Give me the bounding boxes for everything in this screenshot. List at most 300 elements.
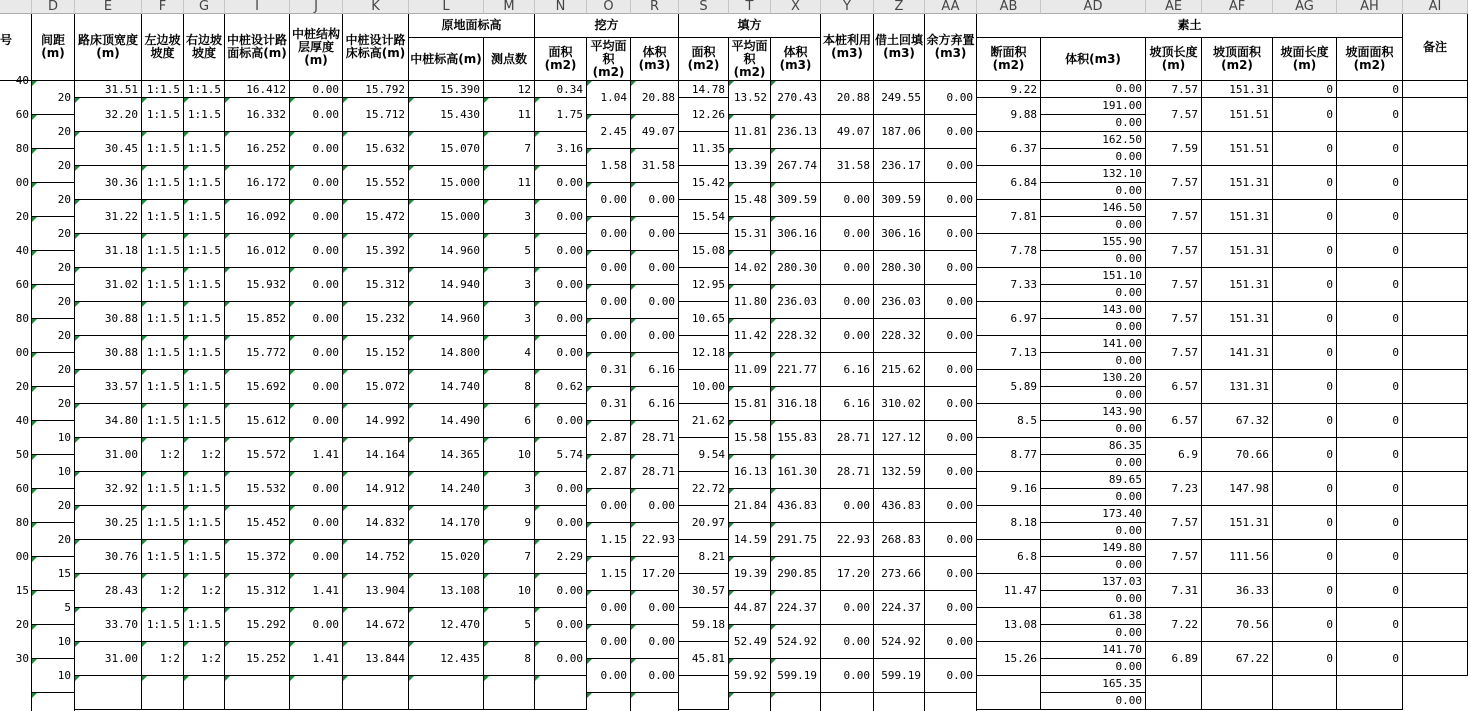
data-cell-aa[interactable]: 0.00 xyxy=(925,489,977,523)
data-cell-k[interactable]: 14.832 xyxy=(343,506,409,540)
data-cell-t[interactable]: 15.31 xyxy=(729,217,771,251)
data-cell-f[interactable]: 1:2 xyxy=(142,642,184,676)
data-cell-r[interactable]: 0.00 xyxy=(631,319,679,353)
data-cell-k[interactable]: 15.392 xyxy=(343,234,409,268)
data-cell-g[interactable]: 1:1.5 xyxy=(184,81,225,98)
data-cell-ae[interactable]: 7.57 xyxy=(1146,200,1202,234)
data-cell-ah[interactable]: 0 xyxy=(1337,608,1403,642)
data-cell-g[interactable]: 1:1.5 xyxy=(184,132,225,166)
data-cell-g[interactable]: 1:2 xyxy=(184,574,225,608)
data-cell-s[interactable]: 22.72 xyxy=(679,472,729,506)
data-cell-d[interactable]: 20 xyxy=(32,251,75,285)
data-cell-y[interactable]: 49.07 xyxy=(821,115,874,149)
data-cell-n[interactable]: 0.62 xyxy=(535,370,587,404)
data-cell-l[interactable]: 14.240 xyxy=(409,472,484,506)
data-cell-x[interactable]: 270.43 xyxy=(771,81,821,115)
data-cell-i[interactable]: 15.372 xyxy=(225,540,290,574)
data-cell-k[interactable]: 15.152 xyxy=(343,336,409,370)
data-cell-r[interactable]: 31.58 xyxy=(631,149,679,183)
data-cell-i[interactable]: 15.932 xyxy=(225,268,290,302)
remark-cell[interactable] xyxy=(1403,540,1468,574)
data-cell-j[interactable]: 0.00 xyxy=(290,506,343,540)
data-cell-m[interactable]: 7 xyxy=(484,540,535,574)
data-cell-af[interactable]: 151.31 xyxy=(1202,302,1273,336)
data-cell-n[interactable]: 0.00 xyxy=(535,268,587,302)
data-cell-r[interactable]: 20.88 xyxy=(631,81,679,115)
data-cell-z[interactable]: 236.03 xyxy=(874,285,925,319)
data-cell-aa[interactable]: 0.00 xyxy=(925,183,977,217)
data-cell-l[interactable]: 15.020 xyxy=(409,540,484,574)
data-cell-y[interactable]: 28.71 xyxy=(821,455,874,489)
data-cell-r[interactable]: 28.71 xyxy=(631,421,679,455)
data-cell-e[interactable]: 30.45 xyxy=(75,132,142,166)
data-cell-ah[interactable]: 0 xyxy=(1337,540,1403,574)
data-cell-j[interactable]: 0.00 xyxy=(290,540,343,574)
data-cell-d[interactable]: 20 xyxy=(32,319,75,353)
data-cell-g[interactable]: 1:1.5 xyxy=(184,506,225,540)
data-cell-l[interactable]: 14.740 xyxy=(409,370,484,404)
data-cell-d[interactable]: 20 xyxy=(32,183,75,217)
data-cell-af[interactable]: 111.56 xyxy=(1202,540,1273,574)
data-cell-r[interactable]: 28.71 xyxy=(631,455,679,489)
data-cell-d[interactable]: 20 xyxy=(32,387,75,421)
soil-volume-top-cell[interactable]: 0.00 xyxy=(1041,591,1146,608)
data-cell-aa[interactable]: 0.00 xyxy=(925,387,977,421)
data-cell-l[interactable]: 14.960 xyxy=(409,234,484,268)
data-cell-g[interactable]: 1:2 xyxy=(184,438,225,472)
data-cell-z[interactable]: 187.06 xyxy=(874,115,925,149)
data-cell-af[interactable]: 151.31 xyxy=(1202,166,1273,200)
data-cell-l[interactable]: 14.800 xyxy=(409,336,484,370)
data-cell-d[interactable]: 10 xyxy=(32,455,75,489)
data-cell-aa[interactable]: 0.00 xyxy=(925,149,977,183)
data-cell-i[interactable]: 15.252 xyxy=(225,642,290,676)
data-cell-ae[interactable]: 7.23 xyxy=(1146,472,1202,506)
data-cell-i[interactable]: 15.852 xyxy=(225,302,290,336)
data-cell-af[interactable]: 70.66 xyxy=(1202,438,1273,472)
data-cell-x[interactable]: 436.83 xyxy=(771,489,821,523)
remark-cell[interactable] xyxy=(1403,472,1468,506)
data-cell-y[interactable]: 0.00 xyxy=(821,217,874,251)
data-cell-af[interactable]: 151.31 xyxy=(1202,200,1273,234)
data-cell-ag[interactable]: 0 xyxy=(1273,81,1337,98)
data-cell-aa[interactable]: 0.00 xyxy=(925,557,977,591)
data-cell-ab[interactable] xyxy=(977,676,1041,710)
data-cell-t[interactable]: 13.39 xyxy=(729,149,771,183)
data-cell-i[interactable]: 15.292 xyxy=(225,608,290,642)
data-cell-f[interactable]: 1:2 xyxy=(142,574,184,608)
data-cell-o[interactable]: 0.00 xyxy=(587,659,631,693)
remark-cell[interactable] xyxy=(1403,404,1468,438)
data-cell-o[interactable]: 0.31 xyxy=(587,387,631,421)
data-cell-e[interactable]: 31.51 xyxy=(75,81,142,98)
data-cell-aa[interactable]: 0.00 xyxy=(925,523,977,557)
data-cell-ag[interactable]: 0 xyxy=(1273,132,1337,166)
data-cell-f[interactable]: 1:1.5 xyxy=(142,234,184,268)
data-cell-y[interactable] xyxy=(821,693,874,711)
data-cell-ae[interactable]: 7.57 xyxy=(1146,540,1202,574)
column-header-ai[interactable]: AI xyxy=(1403,0,1468,14)
data-cell-aa[interactable]: 0.00 xyxy=(925,455,977,489)
data-cell-ag[interactable]: 0 xyxy=(1273,506,1337,540)
data-cell-g[interactable]: 1:1.5 xyxy=(184,370,225,404)
data-cell-ag[interactable]: 0 xyxy=(1273,234,1337,268)
data-cell-e[interactable]: 30.25 xyxy=(75,506,142,540)
data-cell-l[interactable]: 12.470 xyxy=(409,608,484,642)
data-cell-m[interactable]: 9 xyxy=(484,506,535,540)
remark-cell[interactable] xyxy=(1403,81,1468,98)
data-cell-ag[interactable]: 0 xyxy=(1273,98,1337,132)
data-cell-f[interactable]: 1:1.5 xyxy=(142,98,184,132)
data-cell-f[interactable]: 1:1.5 xyxy=(142,370,184,404)
data-cell-af[interactable]: 151.31 xyxy=(1202,268,1273,302)
data-cell-k[interactable]: 15.072 xyxy=(343,370,409,404)
data-cell-ab[interactable]: 7.33 xyxy=(977,268,1041,302)
remark-cell[interactable] xyxy=(1403,370,1468,404)
remark-cell[interactable] xyxy=(1403,336,1468,370)
data-cell-s[interactable]: 12.95 xyxy=(679,268,729,302)
column-header-g[interactable]: G xyxy=(184,0,225,14)
data-cell-d[interactable]: 10 xyxy=(32,421,75,455)
soil-volume-top-cell[interactable]: 0.00 xyxy=(1041,149,1146,166)
data-cell-l[interactable]: 15.430 xyxy=(409,98,484,132)
data-cell-r[interactable]: 0.00 xyxy=(631,625,679,659)
column-header-s[interactable]: S xyxy=(679,0,729,14)
data-cell-f[interactable]: 1:1.5 xyxy=(142,132,184,166)
data-cell-s[interactable]: 11.35 xyxy=(679,132,729,166)
data-cell-n[interactable]: 0.34 xyxy=(535,81,587,98)
data-cell-j[interactable]: 0.00 xyxy=(290,98,343,132)
column-header-j[interactable]: J xyxy=(290,0,343,14)
data-cell-aa[interactable]: 0.00 xyxy=(925,217,977,251)
data-cell-ab[interactable]: 6.84 xyxy=(977,166,1041,200)
data-cell-af[interactable]: 67.32 xyxy=(1202,404,1273,438)
data-cell-s[interactable]: 30.57 xyxy=(679,574,729,608)
data-cell-ab[interactable]: 8.18 xyxy=(977,506,1041,540)
soil-volume-top-cell[interactable]: 0.00 xyxy=(1041,693,1146,710)
data-cell-aa[interactable]: 0.00 xyxy=(925,421,977,455)
data-cell-r[interactable]: 22.93 xyxy=(631,523,679,557)
data-cell-ag[interactable]: 0 xyxy=(1273,642,1337,676)
data-cell-n[interactable]: 5.74 xyxy=(535,438,587,472)
data-cell-s[interactable]: 8.21 xyxy=(679,540,729,574)
data-cell-ae[interactable]: 7.31 xyxy=(1146,574,1202,608)
data-cell-d[interactable]: 20 xyxy=(32,115,75,149)
data-cell-z[interactable] xyxy=(874,693,925,711)
data-cell-ae[interactable]: 6.9 xyxy=(1146,438,1202,472)
data-cell-i[interactable]: 15.452 xyxy=(225,506,290,540)
data-cell-z[interactable]: 132.59 xyxy=(874,455,925,489)
soil-volume-cell[interactable]: 89.65 xyxy=(1041,472,1146,489)
data-cell-s[interactable]: 45.81 xyxy=(679,642,729,676)
data-cell-r[interactable]: 0.00 xyxy=(631,489,679,523)
data-cell-t[interactable]: 11.42 xyxy=(729,319,771,353)
data-cell-k[interactable]: 14.164 xyxy=(343,438,409,472)
data-cell-n[interactable]: 2.29 xyxy=(535,540,587,574)
remark-cell[interactable] xyxy=(1403,642,1468,676)
data-cell-y[interactable]: 28.71 xyxy=(821,421,874,455)
data-cell-r[interactable]: 0.00 xyxy=(631,183,679,217)
data-cell-n[interactable]: 0.00 xyxy=(535,200,587,234)
data-cell-x[interactable]: 309.59 xyxy=(771,183,821,217)
data-cell-e[interactable]: 31.18 xyxy=(75,234,142,268)
data-cell-z[interactable]: 436.83 xyxy=(874,489,925,523)
remark-cell[interactable] xyxy=(1403,98,1468,132)
data-cell-k[interactable]: 14.912 xyxy=(343,472,409,506)
data-cell-f[interactable]: 1:1.5 xyxy=(142,540,184,574)
data-cell-g[interactable]: 1:1.5 xyxy=(184,404,225,438)
data-cell-f[interactable]: 1:1.5 xyxy=(142,81,184,98)
data-cell-af[interactable]: 131.31 xyxy=(1202,370,1273,404)
data-cell-n[interactable]: 0.00 xyxy=(535,336,587,370)
column-header-f[interactable]: F xyxy=(142,0,184,14)
data-cell-l[interactable]: 13.108 xyxy=(409,574,484,608)
data-cell-n[interactable] xyxy=(535,676,587,710)
data-cell-m[interactable]: 3 xyxy=(484,200,535,234)
data-cell-g[interactable]: 1:1.5 xyxy=(184,336,225,370)
data-cell-o[interactable]: 0.00 xyxy=(587,591,631,625)
data-cell-af[interactable]: 151.31 xyxy=(1202,506,1273,540)
data-cell-n[interactable]: 3.16 xyxy=(535,132,587,166)
data-cell-ae[interactable]: 7.57 xyxy=(1146,81,1202,98)
data-cell-ae[interactable]: 7.57 xyxy=(1146,506,1202,540)
soil-volume-cell[interactable]: 141.00 xyxy=(1041,336,1146,353)
data-cell-m[interactable]: 6 xyxy=(484,404,535,438)
data-cell-y[interactable]: 6.16 xyxy=(821,353,874,387)
data-cell-i[interactable]: 16.092 xyxy=(225,200,290,234)
data-cell-ab[interactable]: 7.13 xyxy=(977,336,1041,370)
data-cell-e[interactable]: 31.02 xyxy=(75,268,142,302)
data-cell-m[interactable]: 8 xyxy=(484,642,535,676)
data-cell-m[interactable]: 3 xyxy=(484,472,535,506)
data-cell-t[interactable]: 52.49 xyxy=(729,625,771,659)
soil-volume-top-cell[interactable]: 0.00 xyxy=(1041,523,1146,540)
data-cell-t[interactable]: 19.39 xyxy=(729,557,771,591)
data-cell-x[interactable]: 228.32 xyxy=(771,319,821,353)
data-cell-af[interactable]: 147.98 xyxy=(1202,472,1273,506)
column-header-i[interactable]: I xyxy=(225,0,290,14)
data-cell-z[interactable]: 228.32 xyxy=(874,319,925,353)
data-cell-af[interactable]: 70.56 xyxy=(1202,608,1273,642)
data-cell-ae[interactable]: 6.57 xyxy=(1146,404,1202,438)
soil-volume-cell[interactable]: 61.38 xyxy=(1041,608,1146,625)
data-cell-ab[interactable]: 11.47 xyxy=(977,574,1041,608)
data-cell-j[interactable]: 0.00 xyxy=(290,370,343,404)
data-cell-ae[interactable]: 7.57 xyxy=(1146,234,1202,268)
data-cell-z[interactable]: 310.02 xyxy=(874,387,925,421)
data-cell-m[interactable]: 4 xyxy=(484,336,535,370)
data-cell-t[interactable] xyxy=(729,693,771,711)
data-cell-s[interactable]: 15.42 xyxy=(679,166,729,200)
data-cell-s[interactable] xyxy=(679,676,729,710)
remark-cell[interactable] xyxy=(1403,166,1468,200)
data-cell-ag[interactable]: 0 xyxy=(1273,574,1337,608)
data-cell-j[interactable]: 0.00 xyxy=(290,472,343,506)
data-cell-ah[interactable]: 0 xyxy=(1337,81,1403,98)
data-cell-y[interactable]: 0.00 xyxy=(821,625,874,659)
data-cell-f[interactable]: 1:1.5 xyxy=(142,608,184,642)
data-cell-aa[interactable] xyxy=(925,693,977,711)
data-cell-e[interactable]: 32.92 xyxy=(75,472,142,506)
data-cell-o[interactable]: 0.00 xyxy=(587,625,631,659)
data-cell-g[interactable]: 1:1.5 xyxy=(184,166,225,200)
data-cell-z[interactable]: 524.92 xyxy=(874,625,925,659)
data-cell-ab[interactable]: 9.88 xyxy=(977,98,1041,132)
data-cell-o[interactable]: 0.00 xyxy=(587,183,631,217)
data-cell-d[interactable] xyxy=(32,693,75,711)
data-cell-ae[interactable]: 7.57 xyxy=(1146,302,1202,336)
data-cell-n[interactable]: 0.00 xyxy=(535,234,587,268)
data-cell-s[interactable]: 9.54 xyxy=(679,438,729,472)
data-cell-n[interactable]: 0.00 xyxy=(535,472,587,506)
data-cell-ab[interactable]: 7.81 xyxy=(977,200,1041,234)
data-cell-ah[interactable]: 0 xyxy=(1337,166,1403,200)
column-header-d[interactable]: D xyxy=(32,0,75,14)
data-cell-aa[interactable]: 0.00 xyxy=(925,353,977,387)
data-cell-o[interactable]: 0.00 xyxy=(587,251,631,285)
column-header-m[interactable]: M xyxy=(484,0,535,14)
data-cell-i[interactable]: 15.612 xyxy=(225,404,290,438)
data-cell-e[interactable]: 34.80 xyxy=(75,404,142,438)
data-cell-z[interactable]: 306.16 xyxy=(874,217,925,251)
data-cell-t[interactable]: 21.84 xyxy=(729,489,771,523)
data-cell-l[interactable]: 14.490 xyxy=(409,404,484,438)
data-cell-o[interactable]: 1.15 xyxy=(587,557,631,591)
data-cell-t[interactable]: 11.80 xyxy=(729,285,771,319)
data-cell-aa[interactable]: 0.00 xyxy=(925,115,977,149)
data-cell-t[interactable]: 16.13 xyxy=(729,455,771,489)
data-cell-z[interactable]: 309.59 xyxy=(874,183,925,217)
data-cell-i[interactable] xyxy=(225,676,290,710)
data-cell-m[interactable]: 3 xyxy=(484,302,535,336)
remark-cell[interactable] xyxy=(1403,132,1468,166)
data-cell-r[interactable]: 0.00 xyxy=(631,591,679,625)
data-cell-j[interactable]: 0.00 xyxy=(290,200,343,234)
data-cell-m[interactable]: 10 xyxy=(484,574,535,608)
data-cell-r[interactable]: 17.20 xyxy=(631,557,679,591)
data-cell-x[interactable]: 155.83 xyxy=(771,421,821,455)
data-cell-l[interactable]: 14.365 xyxy=(409,438,484,472)
data-cell-ab[interactable]: 6.97 xyxy=(977,302,1041,336)
data-cell-d[interactable]: 10 xyxy=(32,659,75,693)
data-cell-ab[interactable]: 6.37 xyxy=(977,132,1041,166)
data-cell-ah[interactable]: 0 xyxy=(1337,574,1403,608)
data-cell-ae[interactable]: 7.57 xyxy=(1146,336,1202,370)
data-cell-ab[interactable]: 9.22 xyxy=(977,81,1041,98)
data-cell-z[interactable]: 236.17 xyxy=(874,149,925,183)
data-cell-d[interactable]: 10 xyxy=(32,625,75,659)
data-cell-o[interactable] xyxy=(587,693,631,711)
data-cell-s[interactable]: 10.00 xyxy=(679,370,729,404)
data-cell-d[interactable]: 15 xyxy=(32,557,75,591)
data-cell-o[interactable]: 2.87 xyxy=(587,455,631,489)
data-cell-aa[interactable]: 0.00 xyxy=(925,591,977,625)
soil-volume-top-cell[interactable]: 0.00 xyxy=(1041,319,1146,336)
data-cell-r[interactable]: 0.00 xyxy=(631,285,679,319)
data-cell-r[interactable]: 0.00 xyxy=(631,251,679,285)
data-cell-m[interactable]: 11 xyxy=(484,98,535,132)
data-cell-n[interactable]: 1.75 xyxy=(535,98,587,132)
soil-volume-cell[interactable]: 146.50 xyxy=(1041,200,1146,217)
data-cell-y[interactable]: 6.16 xyxy=(821,387,874,421)
data-cell-ag[interactable]: 0 xyxy=(1273,608,1337,642)
column-header-ae[interactable]: AE xyxy=(1146,0,1202,14)
data-cell-ab[interactable]: 8.77 xyxy=(977,438,1041,472)
data-cell-x[interactable]: 290.85 xyxy=(771,557,821,591)
column-header-t[interactable]: T xyxy=(729,0,771,14)
data-cell-ab[interactable]: 15.26 xyxy=(977,642,1041,676)
data-cell-ab[interactable]: 9.16 xyxy=(977,472,1041,506)
data-cell-f[interactable]: 1:1.5 xyxy=(142,336,184,370)
data-cell-o[interactable]: 0.00 xyxy=(587,489,631,523)
data-cell-k[interactable]: 13.904 xyxy=(343,574,409,608)
data-cell-i[interactable]: 15.532 xyxy=(225,472,290,506)
data-cell-ag[interactable]: 0 xyxy=(1273,302,1337,336)
column-header-ah[interactable]: AH xyxy=(1337,0,1403,14)
soil-volume-top-cell[interactable]: 0.00 xyxy=(1041,353,1146,370)
data-cell-k[interactable] xyxy=(343,676,409,710)
data-cell-j[interactable]: 0.00 xyxy=(290,166,343,200)
data-cell-ag[interactable]: 0 xyxy=(1273,336,1337,370)
data-cell-af[interactable] xyxy=(1202,676,1273,710)
data-cell-j[interactable] xyxy=(290,676,343,710)
soil-volume-top-cell[interactable]: 0.00 xyxy=(1041,659,1146,676)
data-cell-j[interactable]: 0.00 xyxy=(290,608,343,642)
data-cell-l[interactable]: 15.000 xyxy=(409,200,484,234)
data-cell-k[interactable]: 15.552 xyxy=(343,166,409,200)
data-cell-ae[interactable]: 7.22 xyxy=(1146,608,1202,642)
data-cell-k[interactable]: 14.672 xyxy=(343,608,409,642)
data-cell-ah[interactable]: 0 xyxy=(1337,438,1403,472)
data-cell-ag[interactable]: 0 xyxy=(1273,200,1337,234)
data-cell-o[interactable]: 0.00 xyxy=(587,319,631,353)
data-cell-ag[interactable]: 0 xyxy=(1273,166,1337,200)
data-cell-n[interactable]: 0.00 xyxy=(535,642,587,676)
data-cell-af[interactable]: 36.33 xyxy=(1202,574,1273,608)
data-cell-t[interactable]: 15.48 xyxy=(729,183,771,217)
data-cell-j[interactable]: 1.41 xyxy=(290,642,343,676)
data-cell-ae[interactable]: 7.57 xyxy=(1146,98,1202,132)
data-cell-y[interactable]: 0.00 xyxy=(821,319,874,353)
data-cell-g[interactable]: 1:1.5 xyxy=(184,302,225,336)
data-cell-g[interactable]: 1:1.5 xyxy=(184,472,225,506)
data-cell-f[interactable]: 1:1.5 xyxy=(142,506,184,540)
data-cell-n[interactable]: 0.00 xyxy=(535,506,587,540)
data-cell-t[interactable]: 11.09 xyxy=(729,353,771,387)
data-cell-t[interactable]: 14.59 xyxy=(729,523,771,557)
data-cell-f[interactable]: 1:1.5 xyxy=(142,166,184,200)
column-header-o[interactable]: O xyxy=(587,0,631,14)
data-cell-x[interactable] xyxy=(771,693,821,711)
data-cell-y[interactable]: 0.00 xyxy=(821,591,874,625)
data-cell-j[interactable]: 0.00 xyxy=(290,132,343,166)
column-header-e[interactable]: E xyxy=(75,0,142,14)
data-cell-y[interactable]: 22.93 xyxy=(821,523,874,557)
data-cell-y[interactable]: 20.88 xyxy=(821,81,874,115)
data-cell-i[interactable]: 16.412 xyxy=(225,81,290,98)
remark-cell[interactable] xyxy=(1403,608,1468,642)
soil-volume-top-cell[interactable]: 0.00 xyxy=(1041,421,1146,438)
data-cell-x[interactable]: 236.03 xyxy=(771,285,821,319)
data-cell-l[interactable]: 14.940 xyxy=(409,268,484,302)
data-cell-ag[interactable] xyxy=(1273,676,1337,710)
data-cell-t[interactable]: 15.58 xyxy=(729,421,771,455)
remark-cell[interactable] xyxy=(1403,506,1468,540)
data-cell-ae[interactable]: 7.59 xyxy=(1146,132,1202,166)
data-cell-l[interactable]: 14.960 xyxy=(409,302,484,336)
data-cell-m[interactable]: 12 xyxy=(484,81,535,98)
column-header-k[interactable]: K xyxy=(343,0,409,14)
